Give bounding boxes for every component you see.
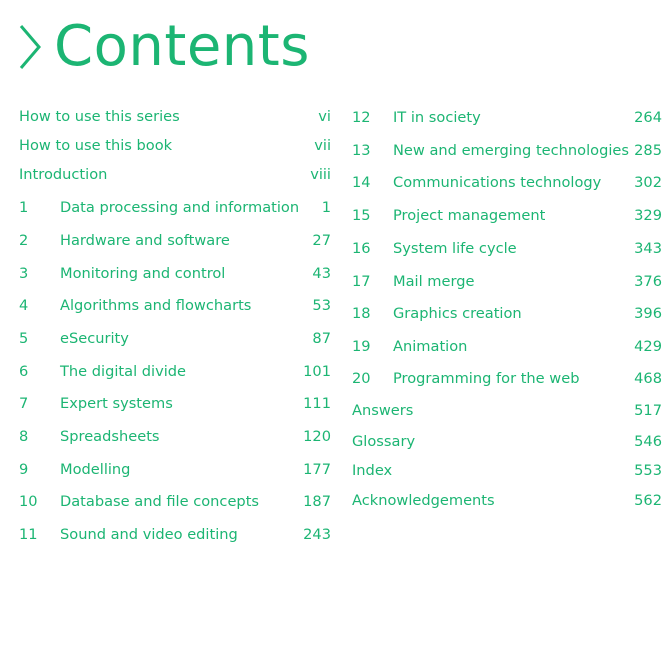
contents-entry (19, 296, 331, 316)
entry-title: New and emerging technologies (393, 142, 629, 159)
contents-entry (19, 136, 331, 156)
entry-title: Data processing and information (60, 199, 300, 216)
page-number: 302 (634, 174, 662, 191)
entry-title: Graphics creation (393, 305, 522, 322)
contents-entry (19, 329, 331, 349)
page-number: 546 (634, 433, 662, 450)
entry-title: The digital divide (60, 363, 187, 380)
entry-title: Monitoring and control (60, 265, 226, 282)
chapter-number: 6 (19, 363, 29, 380)
chapter-number: 3 (19, 265, 29, 282)
page-number: 120 (303, 428, 331, 445)
page-number: viii (310, 166, 331, 183)
entry-title: Answers (352, 402, 414, 419)
contents-entry (19, 107, 331, 127)
contents-entry (19, 460, 331, 480)
chapter-number: 19 (352, 338, 371, 355)
chapter-number: 17 (352, 273, 371, 290)
entry-title: Animation (393, 338, 468, 355)
page-number: 376 (634, 273, 662, 290)
chapter-number: 14 (352, 174, 371, 191)
entry-title: Project management (393, 207, 546, 224)
chapter-number: 2 (19, 232, 29, 249)
entry-title: System life cycle (393, 240, 517, 257)
contents-entry (352, 432, 662, 452)
page-number: 53 (312, 297, 331, 314)
entry-title: How to use this series (19, 108, 180, 125)
contents-entry (19, 525, 331, 545)
page-number: 396 (634, 305, 662, 322)
page-number: 264 (634, 109, 662, 126)
contents-entry (352, 272, 662, 292)
chevron-right-icon (18, 23, 42, 71)
chapter-number: 5 (19, 330, 29, 347)
contents-entry (352, 491, 662, 511)
page-number: 329 (634, 207, 662, 224)
page-number: 468 (634, 370, 662, 387)
chapter-number: 10 (19, 493, 38, 510)
page-number: 285 (634, 142, 662, 159)
chapter-number: 15 (352, 207, 371, 224)
chapter-number: 8 (19, 428, 29, 445)
page-number: 27 (312, 232, 331, 249)
contents-entry (19, 264, 331, 284)
chapter-number: 11 (19, 526, 38, 543)
page-number: 517 (634, 402, 662, 419)
contents-entry (352, 304, 662, 324)
chapter-number: 20 (352, 370, 371, 387)
contents-entry (352, 206, 662, 226)
contents-entry (352, 141, 662, 161)
contents-entry (19, 231, 331, 251)
entry-title: Algorithms and flowcharts (60, 297, 252, 314)
page-number: vi (318, 108, 331, 125)
entry-title: Expert systems (60, 395, 173, 412)
contents-entry (352, 239, 662, 259)
page-number: vii (314, 137, 331, 154)
page-number: 553 (634, 462, 662, 479)
page-number: 87 (312, 330, 331, 347)
chapter-number: 7 (19, 395, 29, 412)
page-number: 177 (303, 461, 331, 478)
entry-title: Communications technology (393, 174, 602, 191)
chapter-number: 9 (19, 461, 29, 478)
entry-title: IT in society (393, 109, 481, 126)
entry-title: Spreadsheets (60, 428, 160, 445)
page-number: 43 (312, 265, 331, 282)
page-number: 1 (321, 199, 331, 216)
chapter-number: 4 (19, 297, 29, 314)
contents-entry (19, 427, 331, 447)
entry-title: Database and file concepts (60, 493, 260, 510)
page-number: 562 (634, 492, 662, 509)
contents-entry (352, 337, 662, 357)
contents-entry (352, 369, 662, 389)
chapter-number: 1 (19, 199, 29, 216)
entry-title: eSecurity (60, 330, 129, 347)
chapter-number: 13 (352, 142, 371, 159)
page-number: 111 (303, 395, 331, 412)
page-number: 343 (634, 240, 662, 257)
entry-title: Sound and video editing (60, 526, 238, 543)
contents-entry (19, 165, 331, 185)
chapter-number: 18 (352, 305, 371, 322)
page-number: 101 (303, 363, 331, 380)
entry-title: Glossary (352, 433, 416, 450)
entry-title: Index (352, 462, 393, 479)
chapter-number: 12 (352, 109, 371, 126)
contents-entry (352, 461, 662, 481)
entry-title: Acknowledgements (352, 492, 495, 509)
entry-title: Programming for the web (393, 370, 580, 387)
contents-entry (19, 362, 331, 382)
contents-entry (352, 173, 662, 193)
entry-title: How to use this book (19, 137, 173, 154)
page-header (18, 14, 310, 80)
entry-title: Modelling (60, 461, 131, 478)
contents-entry (19, 394, 331, 414)
page-title: Contents (54, 14, 310, 79)
page-number: 187 (303, 493, 331, 510)
contents-entry (19, 198, 331, 218)
entry-title: Introduction (19, 166, 108, 183)
page-number: 429 (634, 338, 662, 355)
chapter-number: 16 (352, 240, 371, 257)
contents-entry (352, 108, 662, 128)
entry-title: Hardware and software (60, 232, 230, 249)
page-number: 243 (303, 526, 331, 543)
contents-entry (352, 401, 662, 421)
contents-entry (19, 492, 331, 512)
entry-title: Mail merge (393, 273, 475, 290)
